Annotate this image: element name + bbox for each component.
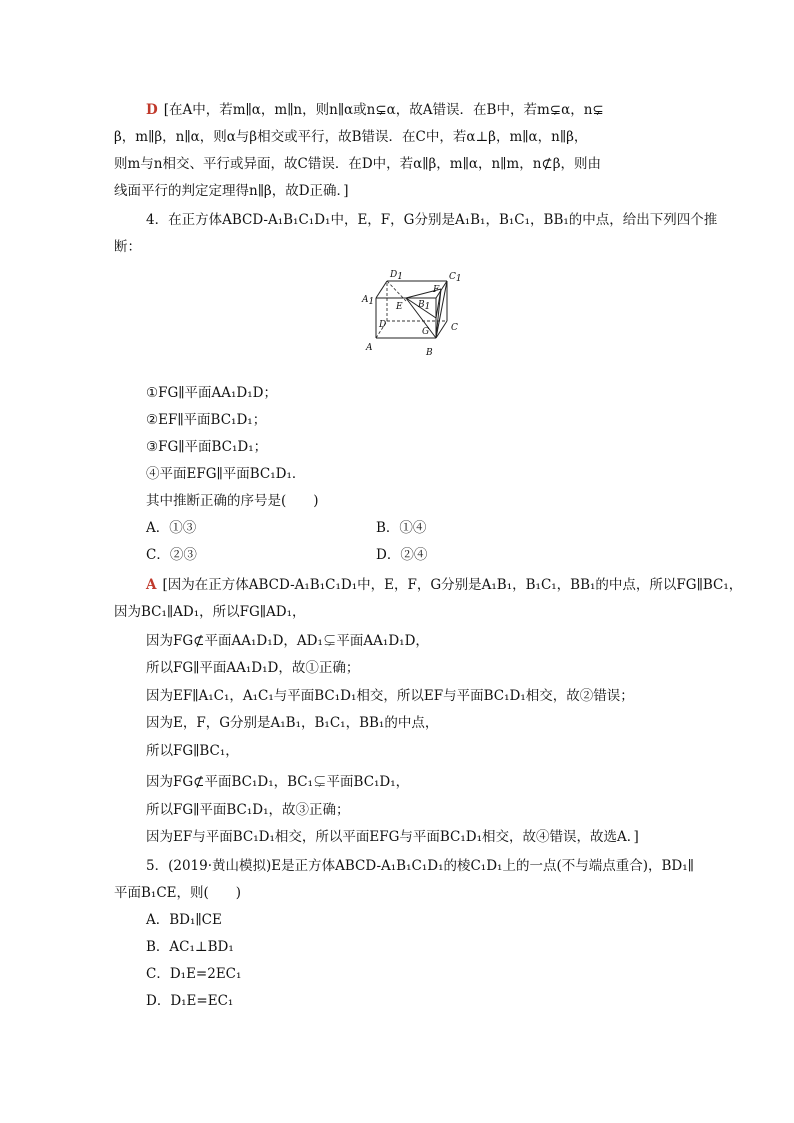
label-G: G bbox=[422, 327, 430, 337]
label-B: B bbox=[426, 348, 433, 358]
question4-option-a: A．①③ bbox=[146, 520, 197, 536]
solution3-line-2: β，m∥β，n∥α，则α与β相交或平行，故B错误．在C中，若α⊥β，m∥α，n∥β， bbox=[114, 129, 588, 145]
solution3-line-1: D [在A中，若m∥α，m∥n，则n∥α或n⊊α，故A错误．在B中，若m⊊α，n⊊ bbox=[146, 102, 604, 118]
label-A: A bbox=[366, 343, 373, 353]
solution4-line-9: 所以FG∥平面BC₁D₁，故③正确； bbox=[146, 802, 350, 818]
label-E: E bbox=[396, 302, 403, 312]
label-B1: B1 bbox=[418, 300, 431, 312]
question5-option-c: C．D₁E=2EC₁ bbox=[146, 966, 242, 982]
solution4-line-1: A [因为在正方体ABCD-A₁B₁C₁D₁中，E，F，G分别是A₁B₁，B₁C₁，BB₁的中点，所以FG∥BC₁， bbox=[146, 577, 743, 593]
solution4-line-6: 因为E，F，G分别是A₁B₁，B₁C₁，BB₁的中点， bbox=[146, 715, 439, 731]
label-A1: A1 bbox=[362, 295, 375, 307]
question4-option-c: C．②③ bbox=[146, 547, 197, 563]
solution4-line-5: 因为EF∥A₁C₁，A₁C₁与平面BC₁D₁相交，所以EF与平面BC₁D₁相交，故②错误； bbox=[146, 688, 634, 704]
question5-option-d: D．D₁E=EC₁ bbox=[146, 993, 234, 1009]
solution3-line-3: 则m与n相交、平行或异面，故C错误．在D中，若α∥β，m∥α，n∥m，n⊄β，则由 bbox=[114, 156, 602, 172]
statement-2: ②EF∥平面BC₁D₁； bbox=[146, 412, 267, 428]
solution3-line-4: 线面平行的判定定理得n∥β，故D正确．] bbox=[114, 183, 349, 199]
question5-stem-line-2: 平面B₁CE，则( ) bbox=[114, 885, 242, 901]
question4-option-b: B．①④ bbox=[376, 520, 427, 536]
label-D1: D1 bbox=[390, 270, 403, 282]
label-C1: C1 bbox=[449, 272, 462, 284]
question4-option-d: D．②④ bbox=[376, 547, 428, 563]
solution4-line-7: 所以FG∥BC₁， bbox=[146, 743, 239, 759]
solution4-line-3: 因为FG⊄平面AA₁D₁D，AD₁⊊平面AA₁D₁D， bbox=[146, 633, 429, 649]
statement-3: ③FG∥平面BC₁D₁； bbox=[146, 439, 268, 455]
question5-stem-line-1: 5．(2019·黄山模拟)E是正方体ABCD-A₁B₁C₁D₁的棱C₁D₁上的一点(不与端点重合)，BD₁∥ bbox=[146, 858, 694, 874]
label-F: F bbox=[433, 285, 440, 295]
question5-option-a: A．BD₁∥CE bbox=[146, 912, 222, 928]
label-C: C bbox=[451, 323, 458, 333]
solution4-line-8: 因为FG⊄平面BC₁D₁，BC₁⊊平面BC₁D₁， bbox=[146, 774, 410, 790]
solution4-answer: A bbox=[146, 577, 157, 593]
solution4-line-2: 因为BC₁∥AD₁，所以FG∥AD₁， bbox=[114, 604, 306, 620]
solution3-answer: D bbox=[146, 102, 158, 118]
question4-stem-line-2: 断： bbox=[114, 239, 141, 255]
solution4-line-4: 所以FG∥平面AA₁D₁D，故①正确； bbox=[146, 660, 360, 676]
question5-option-b: B．AC₁⊥BD₁ bbox=[146, 939, 234, 955]
cube-figure bbox=[356, 262, 468, 374]
label-D: D bbox=[379, 320, 387, 330]
solution4-line-10: 因为EF与平面BC₁D₁相交，所以平面EFG与平面BC₁D₁相交，故④错误，故选A．] bbox=[146, 829, 639, 845]
question4-prompt: 其中推断正确的序号是( ) bbox=[146, 493, 319, 509]
question4-stem-line-1: 4．在正方体ABCD-A₁B₁C₁D₁中，E，F，G分别是A₁B₁，B₁C₁，BB₁的中点，给出下列四个推 bbox=[146, 212, 718, 228]
statement-4: ④平面EFG∥平面BC₁D₁． bbox=[146, 466, 306, 482]
statement-1: ①FG∥平面AA₁D₁D； bbox=[146, 385, 277, 401]
